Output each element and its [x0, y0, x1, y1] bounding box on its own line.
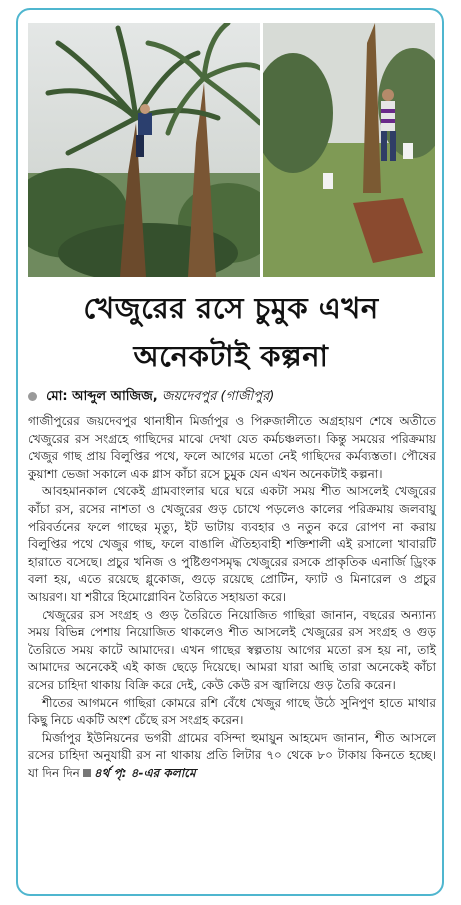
continued-square-icon — [83, 769, 91, 777]
article-paragraph-4: শীতের আগমনে গাছিরা কোমরে রশি বেঁধে খেজুর গাছে উঠে সুনিপুণ হাতে মাথার কিছু নিচে একটি অংশ চেঁছে রস সংগ্রহ করেন। — [28, 695, 436, 728]
photo-strip — [28, 23, 435, 277]
article-paragraph-2: আবহমানকাল থেকেই গ্রামবাংলার ঘরে ঘরে একটা সময় শীত আসলেই খেজুরের কাঁচা রস, রসের নাশতা ও খেজুরের গুড় চোখে পড়লেও কালের পরিক্রমায় জলবায়ু পরিবর্তনের ফলে গাছের মৃত্যু, ইট ভাটায় ব্যবহার ও নতুন করে রোপণ না করায় বিলুপ্তির পথে খেজুর গাছ, ফলে বাঙালি ঐতিহ্যবাহী শক্তিশালী এই রসালো খাবারটি হারাতে বসেছে। প্রচুর খনিজ ও পুষ্টিগুণসমৃদ্ধ খেজুরের রসকে প্রাকৃতিক এনার্জি ড্রিংক বলা হয়, এতে রয়েছে গ্লুকোজ, গুড়ে রয়েছে প্রোটিন, ফ্যাট ও মিনারেল ও প্রচুর আয়রণ। যা শরীরে হিমোগ্লোবিন তৈরিতে সহায়তা করে। — [28, 484, 436, 604]
news-clipping — [16, 8, 444, 896]
continued-note: ৪র্থ পৃ: ৪-এর কলামে — [93, 765, 196, 780]
article-paragraph-5-text: মির্জাপুর ইউনিয়নের ভগরী গ্রামের বসিন্দা হুমায়ুন আহমেদ জানান, শীত আসলে রসের চাহিদা অনুযায়ী রস না থাকায় প্রতি লিটার ৭০ থেকে ৮০ টাকায় কিনতে হচ্ছে। যা দিন দিন — [28, 730, 436, 780]
byline — [28, 387, 436, 407]
photo-sap-collector — [263, 23, 435, 277]
byline-author: মো: আব্দুল আজিজ, — [46, 389, 158, 404]
article-paragraph-5 — [28, 730, 436, 783]
headline-line-1: খেজুরের রসে চুমুক এখন — [83, 291, 379, 325]
article-paragraph-1: গাজীপুরের জয়দেবপুর থানাধীন মির্জাপুর ও পিরুজালীতে অগ্রহায়ণ শেষে অতীতে খেজুরের রস সংগ্রহে গাছিদের মাঝে দেখা যেত কর্মচঞ্চলতা। কিন্তু সময়ের পরিক্রমায় খেজুর গাছ প্রায় বিলুপ্তির পথে, ফলে আগের মতো নেই গাছিদের কর্মব্যস্ততা। পৌষের কুয়াশা ভেজা সকালে এক গ্লাস কাঁচা রসে চুমুক যেন এখন অনেকটাই কল্পনা। — [28, 414, 436, 481]
headline-line-2: অনেকটাই কল্পনা — [133, 339, 329, 373]
photo-date-palm-climber — [28, 23, 260, 277]
byline-place: জয়দেবপুর (গাজীপুর) — [161, 389, 275, 404]
article-body — [28, 413, 436, 782]
bullet-dot-icon — [28, 392, 37, 401]
article-paragraph-3: খেজুরের রস সংগ্রহ ও গুড় তৈরিতে নিয়োজিত গাছিরা জানান, বছরের অন্যান্য সময় বিভিন্ন পেশায় নিয়োজিত থাকলেও শীত আসলেই খেজুরের রস সংগ্রহ ও গুড় তৈরিতে সময় কাটে আমাদের। এখন গাছের স্বল্পতায় আগের মতো রস হয় না, তাই আমাদের অনেকেই এই কাজ ছেড়ে দিয়েছে। আমরা যারা আছি তারা অনেকেই কাঁচা রসের চাহিদা থাকায় বিক্রি করে দেই, কেউ কেউ রস জ্বালিয়ে গুড় তৈরি করেন। — [28, 607, 436, 692]
